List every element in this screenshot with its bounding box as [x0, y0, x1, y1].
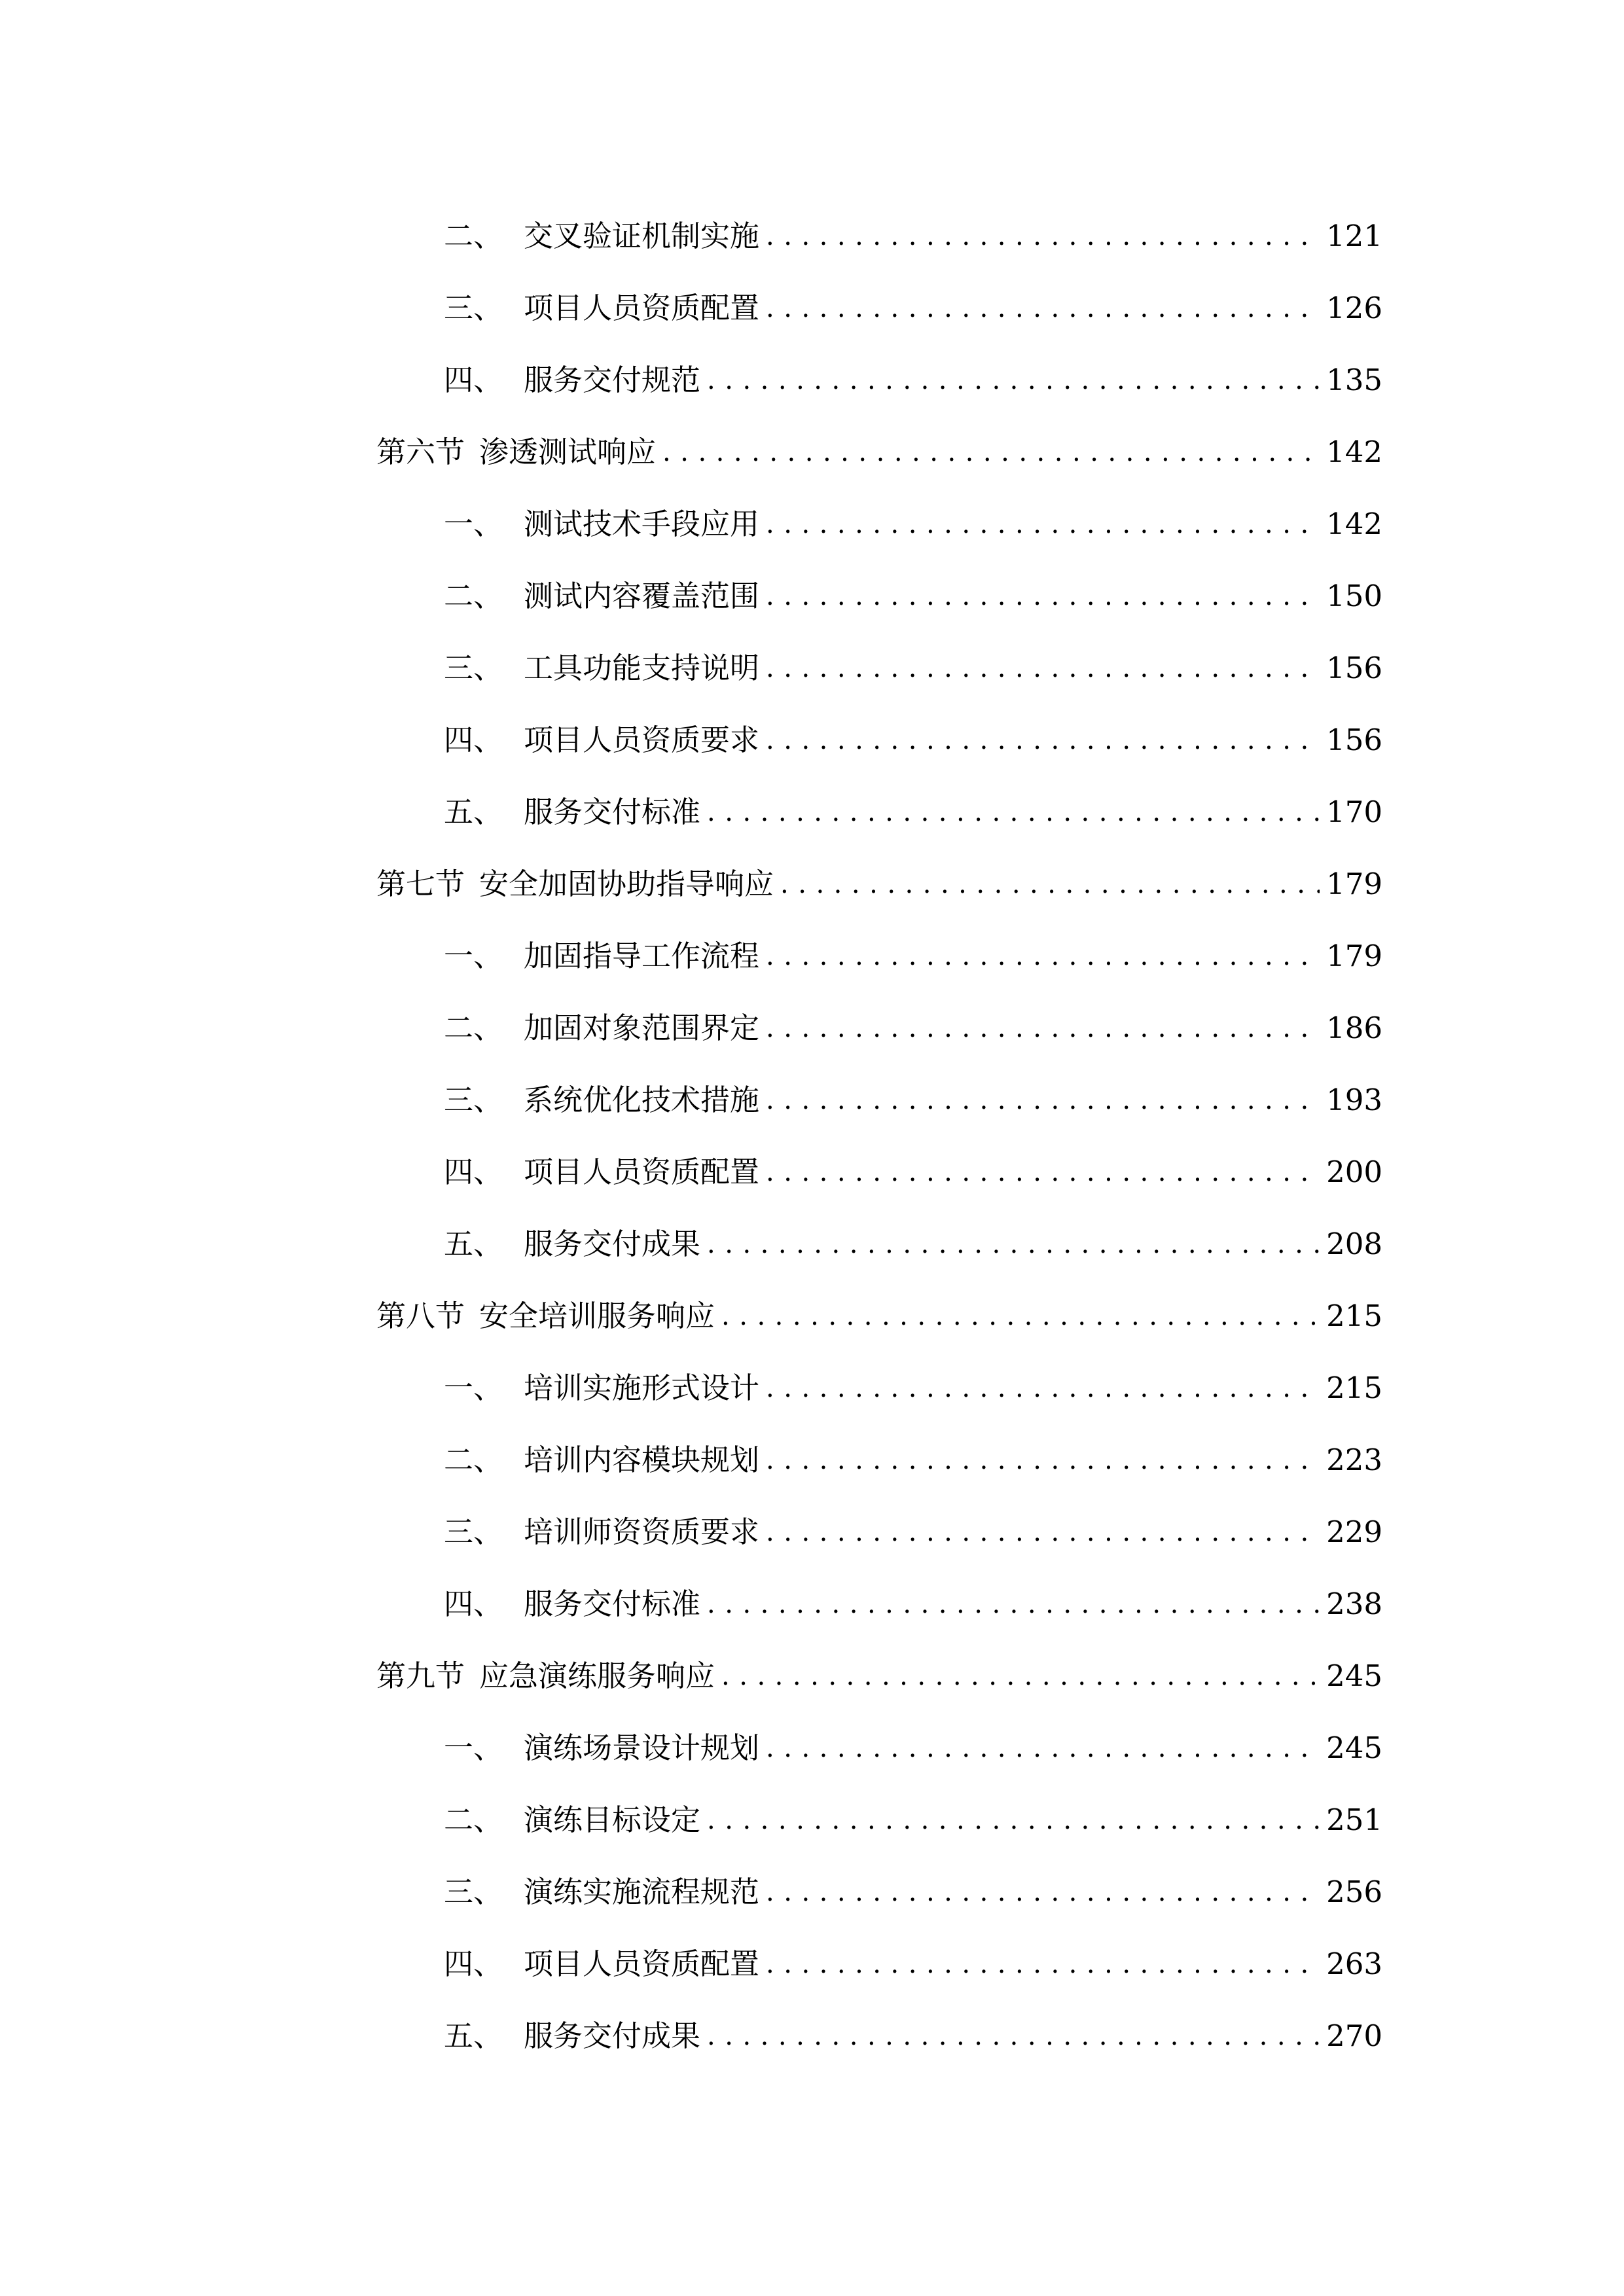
toc-subsection-entry[interactable]: [376, 1208, 1382, 1280]
entry-page-number: 208: [1326, 1227, 1382, 1261]
toc-subsection-entry[interactable]: [376, 1496, 1382, 1568]
entry-page-number: 245: [1326, 1731, 1382, 1765]
toc-subsection-entry[interactable]: [376, 488, 1382, 560]
entry-page-number: 150: [1326, 579, 1382, 613]
entry-title: 培训内容模块规划: [524, 1443, 760, 1477]
entry-page-number: 245: [1326, 1659, 1382, 1693]
entry-page-number: 156: [1326, 723, 1382, 757]
entry-title: 安全培训服务响应: [479, 1299, 715, 1333]
dot-leader: [766, 1011, 1320, 1046]
dot-leader: [766, 1371, 1320, 1406]
entry-title: 服务交付规范: [524, 363, 701, 397]
entry-page-number: 126: [1326, 291, 1382, 325]
entry-title: 项目人员资质配置: [524, 1946, 760, 1981]
entry-page-number: 256: [1326, 1874, 1382, 1909]
entry-page-number: 215: [1326, 1371, 1382, 1405]
toc-subsection-entry[interactable]: [376, 776, 1382, 848]
entry-title: 服务交付成果: [524, 1227, 701, 1261]
entry-title: 培训实施形式设计: [524, 1371, 760, 1405]
entry-number: 五、: [444, 2018, 503, 2053]
toc-subsection-entry[interactable]: [376, 1064, 1382, 1136]
entry-page-number: 156: [1326, 651, 1382, 685]
dot-leader: [780, 867, 1320, 902]
entry-title: 加固指导工作流程: [524, 939, 760, 973]
entry-title: 应急演练服务响应: [479, 1659, 715, 1693]
entry-title: 培训师资资质要求: [524, 1515, 760, 1549]
dot-leader: [707, 2018, 1320, 2054]
entry-title: 演练场景设计规划: [524, 1731, 760, 1765]
toc-subsection-entry[interactable]: [376, 1136, 1382, 1208]
table-of-contents: [376, 200, 1382, 2072]
toc-subsection-entry[interactable]: [376, 1712, 1382, 1784]
toc-subsection-entry[interactable]: [376, 632, 1382, 704]
entry-page-number: 142: [1326, 507, 1382, 541]
entry-page-number: 193: [1326, 1083, 1382, 1117]
toc-subsection-entry[interactable]: [376, 1928, 1382, 2000]
toc-section-entry[interactable]: [376, 848, 1382, 920]
toc-subsection-entry[interactable]: [376, 344, 1382, 416]
entry-number: 三、: [444, 651, 503, 685]
dot-leader: [707, 1587, 1320, 1622]
entry-number: 三、: [444, 1515, 503, 1549]
entry-title: 项目人员资质配置: [524, 1155, 760, 1189]
entry-number: 二、: [444, 219, 503, 253]
dot-leader: [721, 1659, 1320, 1694]
entry-number: 一、: [444, 507, 503, 541]
entry-number: 四、: [444, 1587, 503, 1621]
entry-title: 演练目标设定: [524, 1803, 701, 1837]
dot-leader: [721, 1299, 1320, 1334]
entry-number: 第六节: [376, 435, 465, 469]
entry-number: 四、: [444, 723, 503, 757]
entry-page-number: 223: [1326, 1443, 1382, 1477]
toc-section-entry[interactable]: [376, 1640, 1382, 1712]
entry-number: 五、: [444, 795, 503, 829]
toc-subsection-entry[interactable]: [376, 920, 1382, 992]
dot-leader: [766, 1874, 1320, 1910]
entry-title: 项目人员资质配置: [524, 291, 760, 325]
entry-page-number: 135: [1326, 363, 1382, 397]
entry-number: 四、: [444, 1946, 503, 1981]
dot-leader: [766, 1443, 1320, 1478]
entry-number: 第七节: [376, 867, 465, 901]
entry-page-number: 200: [1326, 1155, 1382, 1189]
entry-title: 工具功能支持说明: [524, 651, 760, 685]
entry-title: 测试技术手段应用: [524, 507, 760, 541]
dot-leader: [707, 1803, 1320, 1838]
dot-leader: [707, 363, 1320, 398]
entry-number: 三、: [444, 1874, 503, 1909]
entry-title: 交叉验证机制实施: [524, 219, 760, 253]
dot-leader: [707, 1227, 1320, 1262]
entry-number: 二、: [444, 1803, 503, 1837]
toc-subsection-entry[interactable]: [376, 2000, 1382, 2072]
dot-leader: [766, 1731, 1320, 1766]
dot-leader: [766, 939, 1320, 974]
entry-page-number: 142: [1326, 435, 1382, 469]
entry-title: 加固对象范围界定: [524, 1011, 760, 1045]
entry-title: 服务交付标准: [524, 1587, 701, 1621]
dot-leader: [766, 1946, 1320, 1982]
entry-number: 二、: [444, 1011, 503, 1045]
toc-subsection-entry[interactable]: [376, 200, 1382, 272]
entry-number: 二、: [444, 1443, 503, 1477]
entry-page-number: 186: [1326, 1011, 1382, 1045]
entry-title: 服务交付成果: [524, 2018, 701, 2053]
entry-title: 安全加固协助指导响应: [479, 867, 774, 901]
entry-page-number: 121: [1326, 219, 1382, 253]
toc-subsection-entry[interactable]: [376, 992, 1382, 1064]
entry-number: 四、: [444, 363, 503, 397]
toc-subsection-entry[interactable]: [376, 560, 1382, 632]
entry-number: 一、: [444, 1371, 503, 1405]
entry-number: 三、: [444, 291, 503, 325]
entry-title: 演练实施流程规范: [524, 1874, 760, 1909]
dot-leader: [766, 579, 1320, 614]
entry-title: 系统优化技术措施: [524, 1083, 760, 1117]
dot-leader: [662, 435, 1320, 470]
entry-page-number: 215: [1326, 1299, 1382, 1333]
toc-section-entry[interactable]: [376, 416, 1382, 488]
entry-title: 测试内容覆盖范围: [524, 579, 760, 613]
entry-page-number: 179: [1326, 867, 1382, 901]
entry-page-number: 251: [1326, 1803, 1382, 1837]
toc-subsection-entry[interactable]: [376, 704, 1382, 776]
entry-number: 一、: [444, 1731, 503, 1765]
entry-title: 服务交付标准: [524, 795, 701, 829]
entry-number: 三、: [444, 1083, 503, 1117]
dot-leader: [707, 795, 1320, 830]
entry-number: 二、: [444, 579, 503, 613]
dot-leader: [766, 1083, 1320, 1118]
toc-subsection-entry[interactable]: [376, 1784, 1382, 1856]
entry-title: 渗透测试响应: [479, 435, 657, 469]
entry-number: 四、: [444, 1155, 503, 1189]
toc-subsection-entry[interactable]: [376, 1568, 1382, 1640]
dot-leader: [766, 291, 1320, 326]
entry-number: 五、: [444, 1227, 503, 1261]
dot-leader: [766, 651, 1320, 686]
toc-subsection-entry[interactable]: [376, 1856, 1382, 1928]
entry-page-number: 179: [1326, 939, 1382, 973]
toc-section-entry[interactable]: [376, 1280, 1382, 1352]
toc-subsection-entry[interactable]: [376, 1424, 1382, 1496]
dot-leader: [766, 507, 1320, 542]
entry-title: 项目人员资质要求: [524, 723, 760, 757]
entry-number: 一、: [444, 939, 503, 973]
dot-leader: [766, 1155, 1320, 1190]
toc-subsection-entry[interactable]: [376, 272, 1382, 344]
toc-subsection-entry[interactable]: [376, 1352, 1382, 1424]
entry-page-number: 270: [1326, 2018, 1382, 2053]
entry-page-number: 238: [1326, 1587, 1382, 1621]
entry-number: 第九节: [376, 1659, 465, 1693]
dot-leader: [766, 723, 1320, 758]
entry-page-number: 229: [1326, 1515, 1382, 1549]
entry-number: 第八节: [376, 1299, 465, 1333]
dot-leader: [766, 1515, 1320, 1550]
entry-page-number: 263: [1326, 1946, 1382, 1981]
entry-page-number: 170: [1326, 795, 1382, 829]
dot-leader: [766, 219, 1320, 254]
